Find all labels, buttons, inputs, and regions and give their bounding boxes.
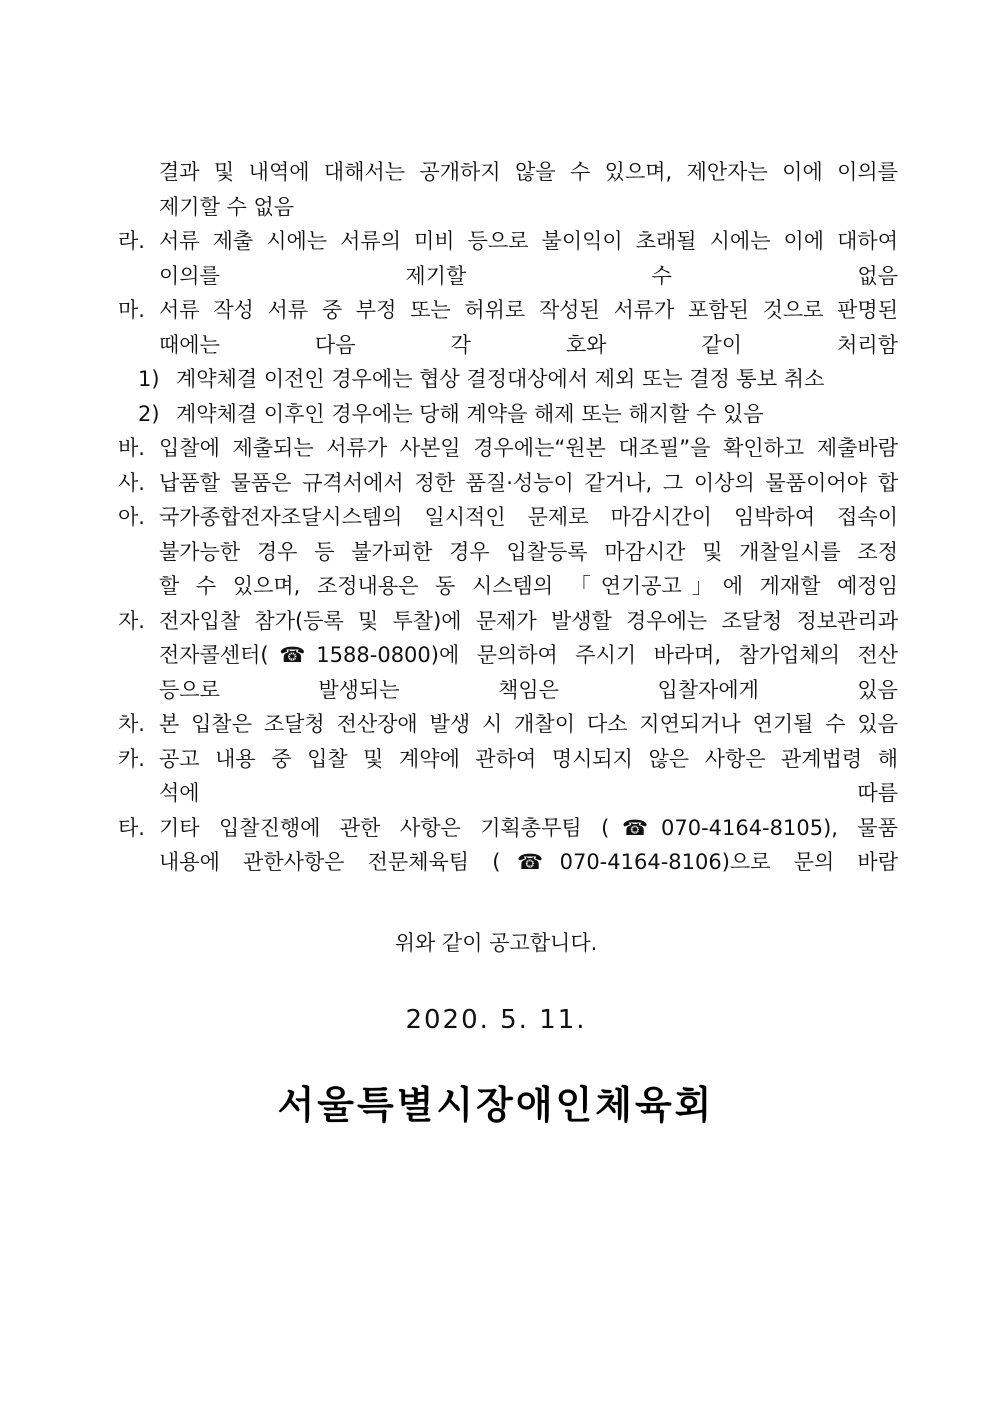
issuing-organization: 서울특별시장애인체육회 bbox=[277, 1083, 715, 1127]
item-line: 등으로 발생되는 책임은 입찰자에게 있음 bbox=[159, 677, 898, 702]
intro-continuation bbox=[118, 155, 898, 224]
intro-line: 결과 및 내역에 대해서는 공개하지 않을 수 있으며, 제안자는 이에 이의를 bbox=[159, 160, 898, 184]
sub-item-2 bbox=[118, 397, 898, 432]
item-marker: 사. bbox=[118, 470, 145, 495]
list-item-ba bbox=[118, 431, 898, 466]
item-line: 서류 작성 서류 중 부정 또는 허위로 작성된 서류가 포함된 것으로 판명된 bbox=[159, 298, 898, 322]
item-line: 기타 입찰진행에 관한 사항은 기획총무팀 (☎070-4164-8105), 물품 bbox=[159, 815, 898, 840]
item-line: 전자콜센터(☎1588-0800)에 문의하여 주시기 바라며, 참가업체의 전산 bbox=[159, 643, 898, 667]
list-item-ta bbox=[118, 811, 898, 880]
item-marker: 차. bbox=[118, 712, 145, 736]
item-line: 서류 제출 시에는 서류의 미비 등으로 불이익이 초래될 시에는 이에 대하여 bbox=[159, 229, 898, 253]
list-item-cha bbox=[118, 707, 898, 742]
item-marker: 카. bbox=[118, 746, 145, 771]
notice-body bbox=[118, 155, 898, 880]
item-line: 불가능한 경우 등 불가피한 경우 입찰등록 마감시간 및 개찰일시를 조정 bbox=[159, 539, 898, 564]
sub-item-marker: 1) bbox=[138, 367, 160, 391]
item-marker: 아. bbox=[118, 505, 145, 529]
item-marker: 바. bbox=[118, 436, 145, 460]
item-marker: 라. bbox=[118, 229, 145, 253]
sub-item-text: 계약체결 이전인 경우에는 협상 결정대상에서 제외 또는 결정 통보 취소 bbox=[176, 367, 825, 391]
item-line: 전자입찰 참가(등록 및 투찰)에 문제가 발생할 경우에는 조달청 정보관리과 bbox=[159, 608, 898, 633]
notice-date: 2020. 5. 11. bbox=[405, 1005, 587, 1035]
list-item-a bbox=[118, 500, 898, 604]
item-marker: 마. bbox=[118, 298, 145, 322]
item-line: 석에 따름 bbox=[159, 781, 898, 805]
sub-item-1 bbox=[118, 362, 898, 397]
closing-statement: 위와 같이 공고합니다. bbox=[394, 931, 598, 955]
item-line: 때에는 다음 각 호와 같이 처리함 bbox=[159, 332, 898, 357]
item-line: 공고 내용 중 입찰 및 계약에 관하여 명시되지 않은 사항은 관계법령 해 bbox=[159, 746, 898, 771]
item-line: 납품할 물품은 규격서에서 정한 품질·성능이 같거나, 그 이상의 물품이어야 합 bbox=[159, 470, 898, 495]
item-line: 국가종합전자조달시스템의 일시적인 문제로 마감시간이 임박하여 접속이 bbox=[159, 505, 898, 529]
intro-line: 제기할 수 없음 bbox=[159, 194, 295, 219]
list-item-ra bbox=[118, 224, 898, 293]
item-line: 이의를 제기할 수 없음 bbox=[159, 263, 898, 288]
list-item-ka bbox=[118, 742, 898, 811]
list-item-ja bbox=[118, 604, 898, 708]
list-item-sa bbox=[118, 466, 898, 501]
sub-item-marker: 2) bbox=[138, 401, 160, 426]
item-marker: 자. bbox=[118, 608, 145, 633]
sub-item-text: 계약체결 이후인 경우에는 당해 계약을 해제 또는 해지할 수 있음 bbox=[176, 401, 764, 426]
list-item-ma bbox=[118, 293, 898, 362]
item-line: 본 입찰은 조달청 전산장애 발생 시 개찰이 다소 지연되거나 연기될 수 있음 bbox=[159, 712, 898, 736]
item-line: 입찰에 제출되는 서류가 사본일 경우에는“원본 대조필”을 확인하고 제출바람 bbox=[159, 436, 898, 460]
item-line: 내용에 관한사항은 전문체육팀 (☎070-4164-8106)으로 문의 바람 bbox=[159, 850, 898, 874]
item-line: 할 수 있으며, 조정내용은 동 시스템의 「연기공고」에 게재할 예정임 bbox=[159, 574, 898, 598]
item-marker: 타. bbox=[118, 815, 145, 840]
